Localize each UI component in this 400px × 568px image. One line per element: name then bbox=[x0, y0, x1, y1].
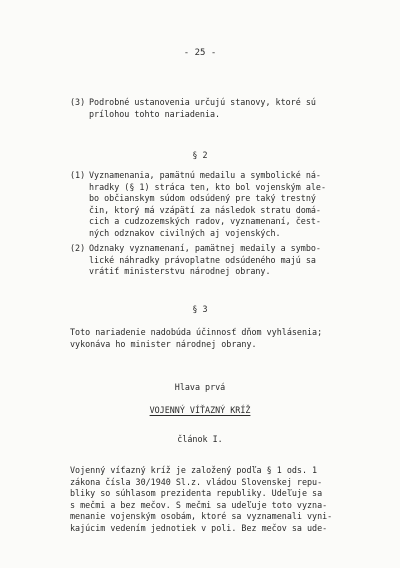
text-line: vrátiť ministerstvu národnej obrany. bbox=[89, 266, 271, 277]
text-line: bo občianskym súdom odsúdený pre taký trestný bbox=[89, 193, 316, 204]
section-heading-3: § 3 bbox=[192, 304, 208, 314]
text-line: zákona čísla 30/1940 Sl.z. vládou Slovenskej repu- bbox=[70, 476, 323, 487]
section-3-paragraph bbox=[70, 327, 375, 350]
paragraph-body bbox=[89, 170, 326, 240]
text-line: cich a cudzozemských radov, vyznamenaní, čest- bbox=[89, 216, 321, 227]
page-number: - 25 - bbox=[183, 48, 217, 58]
paragraph-2 bbox=[70, 243, 380, 279]
text-line: Odznaky vyznamenaní, pamätnej medaily a symbo- bbox=[89, 243, 321, 253]
text-line: Vojenný víťazný kríž je založený podľa § 1 ods. 1 bbox=[70, 465, 318, 475]
text-line: Toto nariadenie nadobúda účinnosť dňom vyhlásenia; bbox=[70, 327, 323, 337]
section-heading-2: § 2 bbox=[192, 150, 208, 160]
text-line: Podrobné ustanovenia určujú stanovy, ktoré sú bbox=[89, 97, 316, 107]
paragraph-3 bbox=[70, 97, 380, 123]
chapter-title: VOJENNÝ VÍŤAZNÝ KRÍŽ bbox=[149, 405, 251, 415]
chapter-label: Hlava prvá bbox=[174, 382, 226, 392]
paragraph-body bbox=[89, 243, 321, 278]
text-line: hradky (§ 1) stráca ten, kto bol vojenským ale- bbox=[89, 181, 326, 192]
paragraph-number: (2) bbox=[70, 243, 86, 253]
paragraph-body bbox=[89, 97, 316, 120]
text-line: menanie vojenským osobám, ktoré sa vyznamenali vyni- bbox=[70, 511, 333, 522]
text-line: kajúcim vedením jednotiek v poli. Bez mečov sa ude- bbox=[70, 522, 328, 533]
text-line: čin, ktorý má vzápätí za následok stratu domá- bbox=[89, 204, 321, 215]
paragraph-1 bbox=[70, 170, 380, 242]
paragraph-number: (1) bbox=[70, 170, 86, 180]
article-paragraph bbox=[70, 465, 375, 535]
text-line: bliky so súhlasom prezidenta republiky. Udeľuje sa bbox=[70, 488, 323, 499]
text-line: Vyznamenania, pamätnú medailu a symbolické ná- bbox=[89, 170, 321, 180]
paragraph-number: (3) bbox=[70, 97, 86, 107]
text-line: vykonáva ho minister národnej obrany. bbox=[70, 338, 257, 349]
text-line: lické náhradky právoplatne odsúdeného majú sa bbox=[89, 254, 316, 265]
text-line: prílohou tohto nariadenia. bbox=[89, 108, 221, 119]
text-line: s mečmi a bez mečov. S mečmi sa udeľuje toto vyzna- bbox=[70, 499, 328, 510]
article-heading: článok I. bbox=[177, 434, 223, 444]
text-line: ných odznakov civilných aj vojenských. bbox=[89, 227, 281, 238]
